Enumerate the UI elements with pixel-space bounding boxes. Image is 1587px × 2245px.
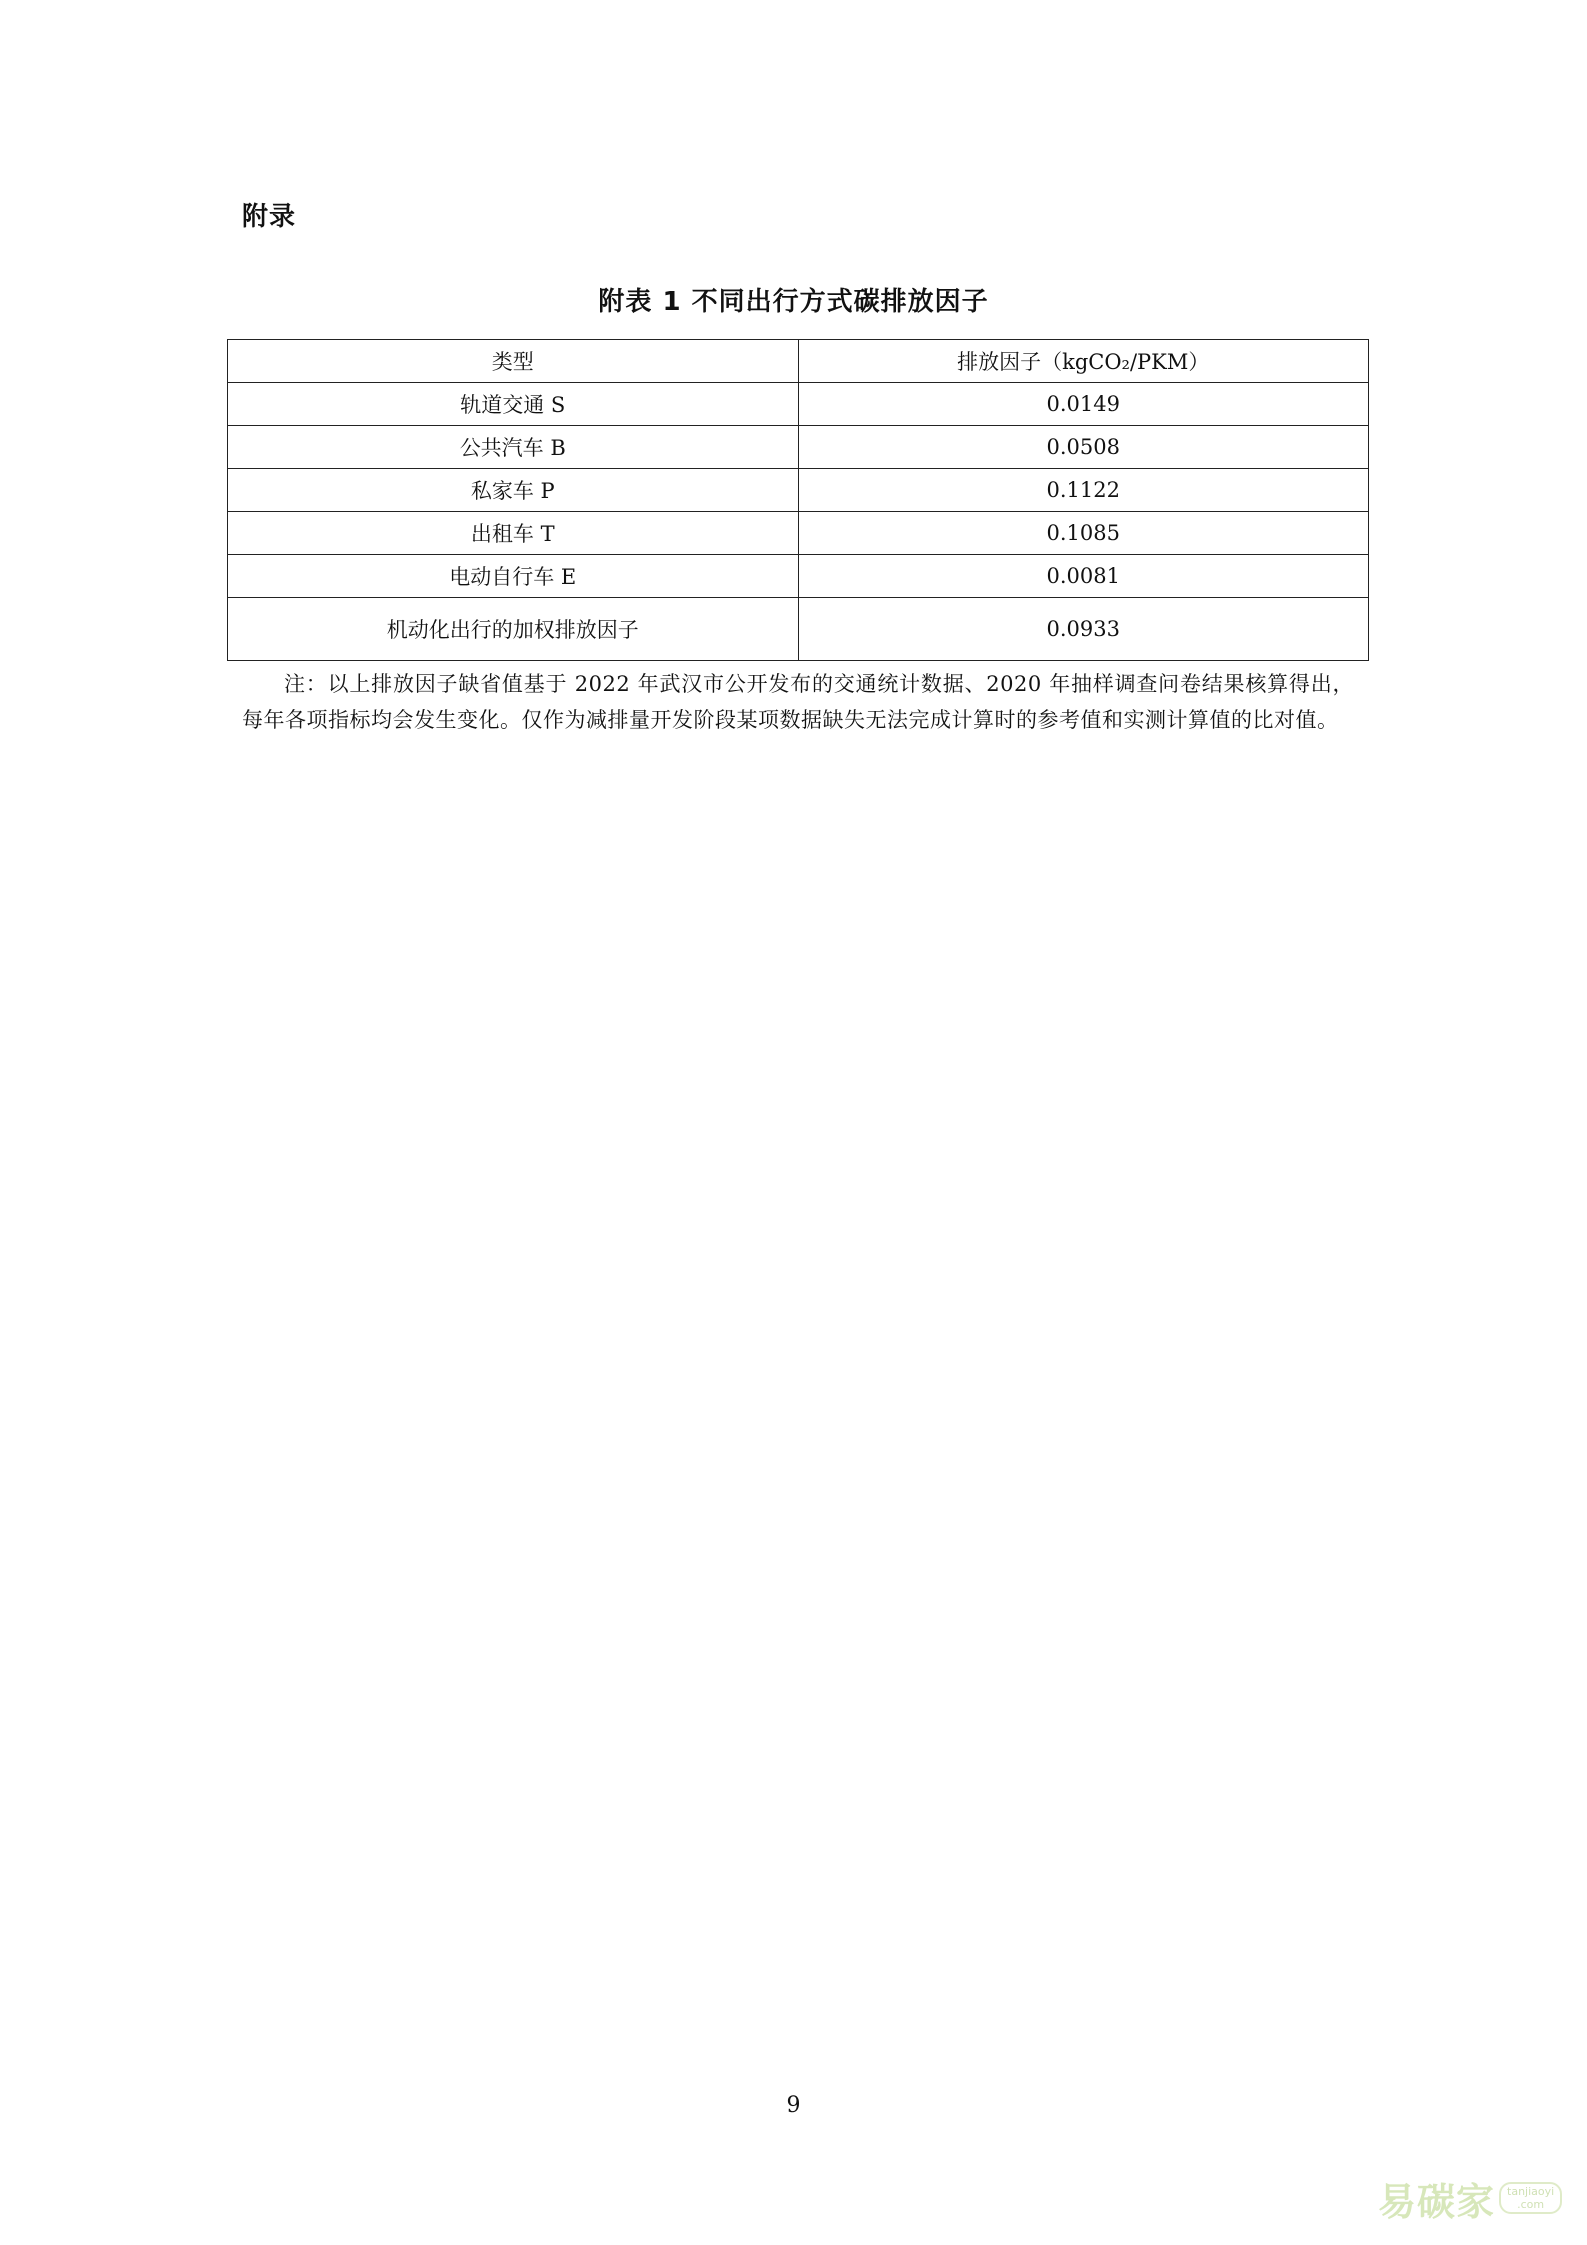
- cell-type: 公共汽车 B: [228, 426, 799, 469]
- table-row: [228, 383, 1369, 426]
- watermark-badge-line2: .com: [1517, 2198, 1545, 2211]
- column-header-factor: 排放因子（kgCO₂/PKM）: [798, 340, 1369, 383]
- table-row: [228, 598, 1369, 661]
- table-title: 附表 1 不同出行方式碳排放因子: [598, 287, 989, 317]
- cell-type: 电动自行车 E: [228, 555, 799, 598]
- cell-type: 轨道交通 S: [228, 383, 799, 426]
- cell-factor: 0.1085: [798, 512, 1369, 555]
- watermark-badge-line1: tanjiaoyi: [1507, 2185, 1555, 2198]
- column-header-type: 类型: [228, 340, 799, 383]
- watermark-logo: [1378, 2170, 1568, 2226]
- table-header-row: [228, 340, 1369, 383]
- table-row: [228, 555, 1369, 598]
- cell-type: 出租车 T: [228, 512, 799, 555]
- cell-type: 私家车 P: [228, 469, 799, 512]
- cell-factor: 0.1122: [798, 469, 1369, 512]
- watermark-text: 易碳家: [1378, 2179, 1496, 2224]
- watermark-badge: [1499, 2182, 1562, 2214]
- cell-factor: 0.0081: [798, 555, 1369, 598]
- cell-type: 机动化出行的加权排放因子: [228, 598, 799, 661]
- table-row: [228, 426, 1369, 469]
- table-row: [228, 469, 1369, 512]
- table-row: [228, 512, 1369, 555]
- appendix-heading: 附录: [242, 202, 297, 232]
- emission-factor-table: [227, 339, 1369, 661]
- table-note: 注：以上排放因子缺省值基于 2022 年武汉市公开发布的交通统计数据、2020 年抽样调查问卷结果核算得出，每年各项指标均会发生变化。仅作为减排量开发阶段某项数据缺失无法完成计算时的参考值和实测计算值的比对值。: [242, 672, 1354, 732]
- cell-factor: 0.0933: [798, 598, 1369, 661]
- cell-factor: 0.0149: [798, 383, 1369, 426]
- page-number: 9: [786, 2093, 801, 2118]
- cell-factor: 0.0508: [798, 426, 1369, 469]
